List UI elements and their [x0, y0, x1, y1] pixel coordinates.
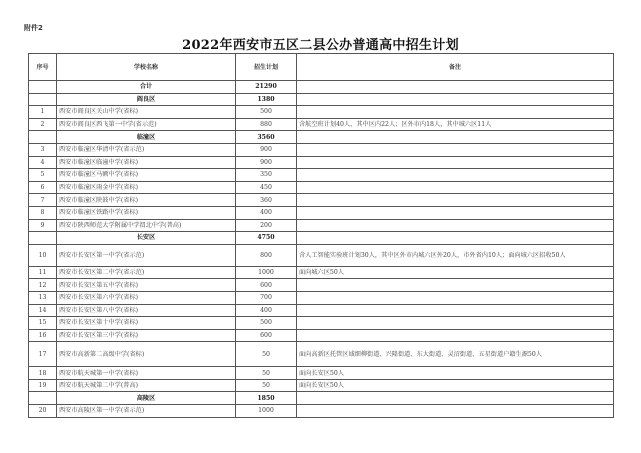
row-plan: 600	[236, 279, 297, 292]
row-school: 西安市航天城第二中学(普高)	[57, 379, 236, 392]
district-row	[29, 93, 614, 106]
row-index: 16	[29, 329, 57, 342]
row-plan: 400	[236, 206, 297, 219]
row-remark	[297, 279, 614, 292]
row-remark	[297, 304, 614, 317]
row-remark	[297, 106, 614, 119]
table-row	[29, 169, 614, 182]
row-school: 西安市临潼区华清中学(省示范)	[57, 143, 236, 156]
row-school: 西安市陕西师范大学附属中学渭北中学(普高)	[57, 219, 236, 232]
district-row	[29, 131, 614, 144]
row-plan: 400	[236, 304, 297, 317]
district-row	[29, 232, 614, 245]
total-row	[29, 81, 614, 94]
row-plan: 350	[236, 169, 297, 182]
row-school: 西安市航天城第一中学(省标)	[57, 367, 236, 380]
enrollment-plan-table	[28, 53, 614, 418]
row-index: 1	[29, 106, 57, 119]
row-school: 西安市长安区第三中学(省标)	[57, 329, 236, 342]
district-plan: 1380	[236, 93, 297, 106]
row-school: 西安市长安区第六中学(省标)	[57, 291, 236, 304]
row-index: 6	[29, 181, 57, 194]
row-plan: 200	[236, 219, 297, 232]
row-index: 5	[29, 169, 57, 182]
table-row	[29, 206, 614, 219]
row-index: 18	[29, 367, 57, 380]
table-row	[29, 367, 614, 380]
table-row	[29, 405, 614, 418]
district-row	[29, 392, 614, 405]
district-plan: 4750	[236, 232, 297, 245]
row-school: 西安市高新第二高级中学(省标)	[57, 342, 236, 367]
table-row	[29, 244, 614, 266]
row-remark: 含人工智能实验班计划30人，其中区外市内城六区外20人，市外省内10人；面向城六区招收50人	[297, 244, 614, 266]
table-row	[29, 304, 614, 317]
table-row	[29, 106, 614, 119]
row-remark	[297, 194, 614, 207]
row-plan: 600	[236, 329, 297, 342]
row-index: 7	[29, 194, 57, 207]
row-index: 17	[29, 342, 57, 367]
table-row	[29, 329, 614, 342]
row-remark: 面向长安区50人	[297, 367, 614, 380]
table-row	[29, 181, 614, 194]
table-row	[29, 156, 614, 169]
row-school: 西安市长安区第五中学(省标)	[57, 279, 236, 292]
header-remark: 备注	[297, 54, 614, 81]
table-row	[29, 317, 614, 330]
row-remark	[297, 317, 614, 330]
row-plan: 880	[236, 118, 297, 131]
row-school: 西安市长安区第二中学(省示范)	[57, 266, 236, 279]
table-header-row	[29, 54, 614, 81]
row-index: 14	[29, 304, 57, 317]
header-school: 学校名称	[57, 54, 236, 81]
row-school: 西安市临潼区铁路中学(省标)	[57, 206, 236, 219]
row-school: 西安市临潼区临潼中学(省标)	[57, 156, 236, 169]
row-plan: 700	[236, 291, 297, 304]
row-plan: 50	[236, 379, 297, 392]
row-plan: 50	[236, 342, 297, 367]
row-remark	[297, 143, 614, 156]
row-remark	[297, 156, 614, 169]
row-remark: 面向长安区50人	[297, 379, 614, 392]
row-remark	[297, 169, 614, 182]
row-plan: 1000	[236, 405, 297, 418]
row-plan: 500	[236, 106, 297, 119]
row-remark: 面向高新区托管区域细柳街道、兴隆街道、东大街道、灵沼街道、五星街道户籍生源50人	[297, 342, 614, 367]
row-index: 9	[29, 219, 57, 232]
row-index: 4	[29, 156, 57, 169]
total-plan: 21290	[236, 81, 297, 94]
district-name: 长安区	[57, 232, 236, 245]
row-index: 11	[29, 266, 57, 279]
row-school: 西安市阎良区关山中学(省标)	[57, 106, 236, 119]
table-row	[29, 279, 614, 292]
row-school: 西安市长安区第一中学(省示范)	[57, 244, 236, 266]
table-row	[29, 266, 614, 279]
table-row	[29, 219, 614, 232]
row-remark	[297, 329, 614, 342]
row-remark	[297, 405, 614, 418]
row-index: 10	[29, 244, 57, 266]
row-plan: 50	[236, 367, 297, 380]
row-remark	[297, 206, 614, 219]
header-index: 序号	[29, 54, 57, 81]
row-index: 13	[29, 291, 57, 304]
table-row	[29, 194, 614, 207]
district-plan: 1850	[236, 392, 297, 405]
row-plan: 1000	[236, 266, 297, 279]
attachment-label: 附件2	[24, 24, 43, 32]
row-school: 西安市阎良区西飞第一中学(省示范)	[57, 118, 236, 131]
row-plan: 900	[236, 143, 297, 156]
row-school: 西安市高陵区第一中学(省示范)	[57, 405, 236, 418]
row-school: 西安市临潼区陕鼓中学(省标)	[57, 194, 236, 207]
header-plan: 招生计划	[236, 54, 297, 81]
row-remark: 面向城六区50人	[297, 266, 614, 279]
table-row	[29, 291, 614, 304]
row-plan: 360	[236, 194, 297, 207]
row-remark	[297, 219, 614, 232]
document-title: 2022年西安市五区二县公办普通高中招生计划	[182, 38, 459, 53]
district-plan: 3560	[236, 131, 297, 144]
row-remark: 含航空班计划40人，其中区内22人；区外市内18人，其中城六区11人	[297, 118, 614, 131]
table-row	[29, 342, 614, 367]
row-school: 西安市长安区第十中学(省标)	[57, 317, 236, 330]
row-index: 20	[29, 405, 57, 418]
row-index: 8	[29, 206, 57, 219]
row-school: 西安市临潼区雨金中学(省标)	[57, 181, 236, 194]
district-name: 临潼区	[57, 131, 236, 144]
row-index: 19	[29, 379, 57, 392]
row-index: 12	[29, 279, 57, 292]
table-row	[29, 143, 614, 156]
row-remark	[297, 291, 614, 304]
row-plan: 800	[236, 244, 297, 266]
district-name: 阎良区	[57, 93, 236, 106]
row-plan: 900	[236, 156, 297, 169]
row-remark	[297, 181, 614, 194]
table-row	[29, 118, 614, 131]
row-index: 2	[29, 118, 57, 131]
row-plan: 500	[236, 317, 297, 330]
district-name: 高陵区	[57, 392, 236, 405]
row-plan: 450	[236, 181, 297, 194]
row-index: 15	[29, 317, 57, 330]
row-school: 西安市长安区第八中学(省标)	[57, 304, 236, 317]
total-label: 合计	[57, 81, 236, 94]
row-index: 3	[29, 143, 57, 156]
row-school: 西安市临潼区马额中学(省标)	[57, 169, 236, 182]
table-row	[29, 379, 614, 392]
